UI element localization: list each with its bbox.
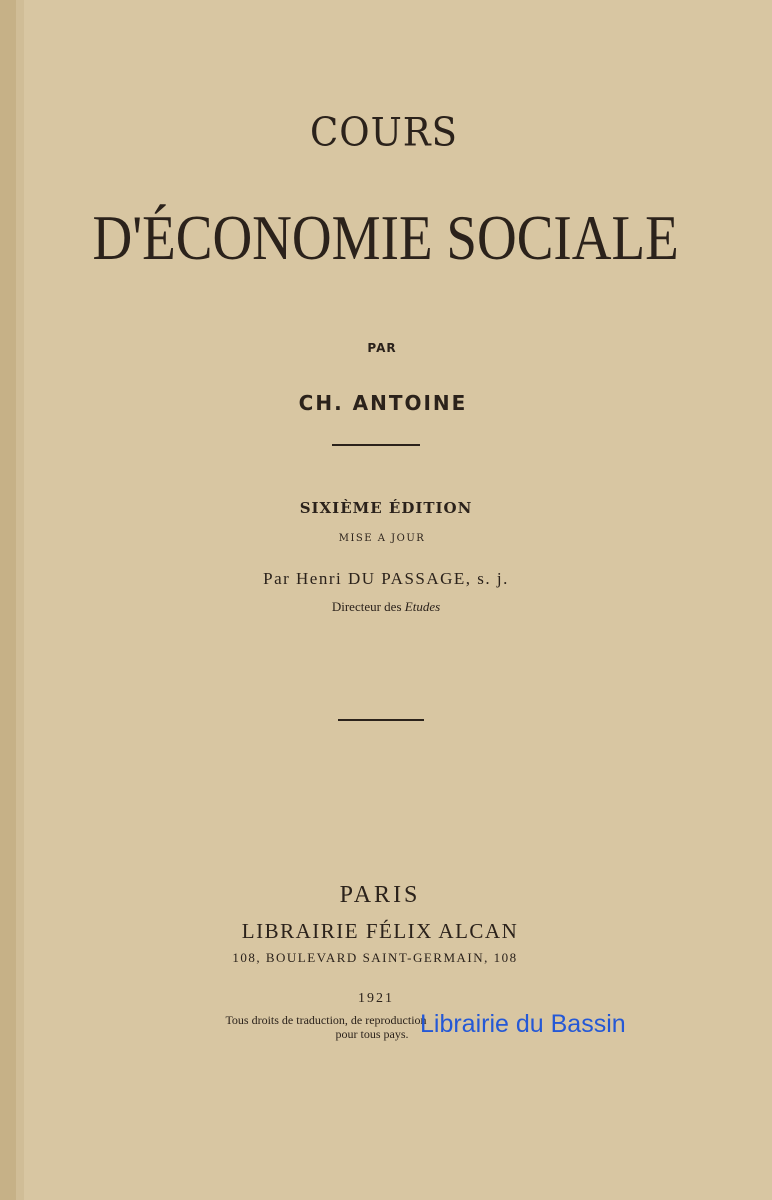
publication-year: 1921 [358, 991, 394, 1006]
author-name: CH. ANTOINE [298, 391, 468, 415]
publisher-address: 108, BOULEVARD SAINT-GERMAIN, 108 [232, 950, 518, 965]
update-note: MISE A JOUR [338, 533, 426, 544]
rights-notice-line-2: pour tous pays. [335, 1027, 409, 1041]
reviser-role [0, 598, 772, 616]
title-line-2: D'ÉCONOMIE SOCIALE [92, 202, 679, 273]
edition-label: SIXIÈME ÉDITION [299, 499, 473, 517]
reviser-role-journal: Etudes [404, 599, 441, 614]
bookseller-watermark: Librairie du Bassin [420, 1010, 626, 1038]
divider-rule-top [332, 444, 420, 446]
publisher-name: LIBRAIRIE FÉLIX ALCAN [241, 919, 519, 943]
by-label: PAR [367, 341, 397, 355]
reviser-role-prefix: Directeur des [331, 599, 402, 614]
publication-city: PARIS [339, 882, 421, 908]
divider-rule-bottom [338, 719, 424, 721]
rights-notice-line-1: Tous droits de traduction, de reproduction [225, 1013, 427, 1027]
title-line-1: COURS [309, 109, 459, 156]
reviser-name: Par Henri DU PASSAGE, s. j. [263, 569, 509, 588]
